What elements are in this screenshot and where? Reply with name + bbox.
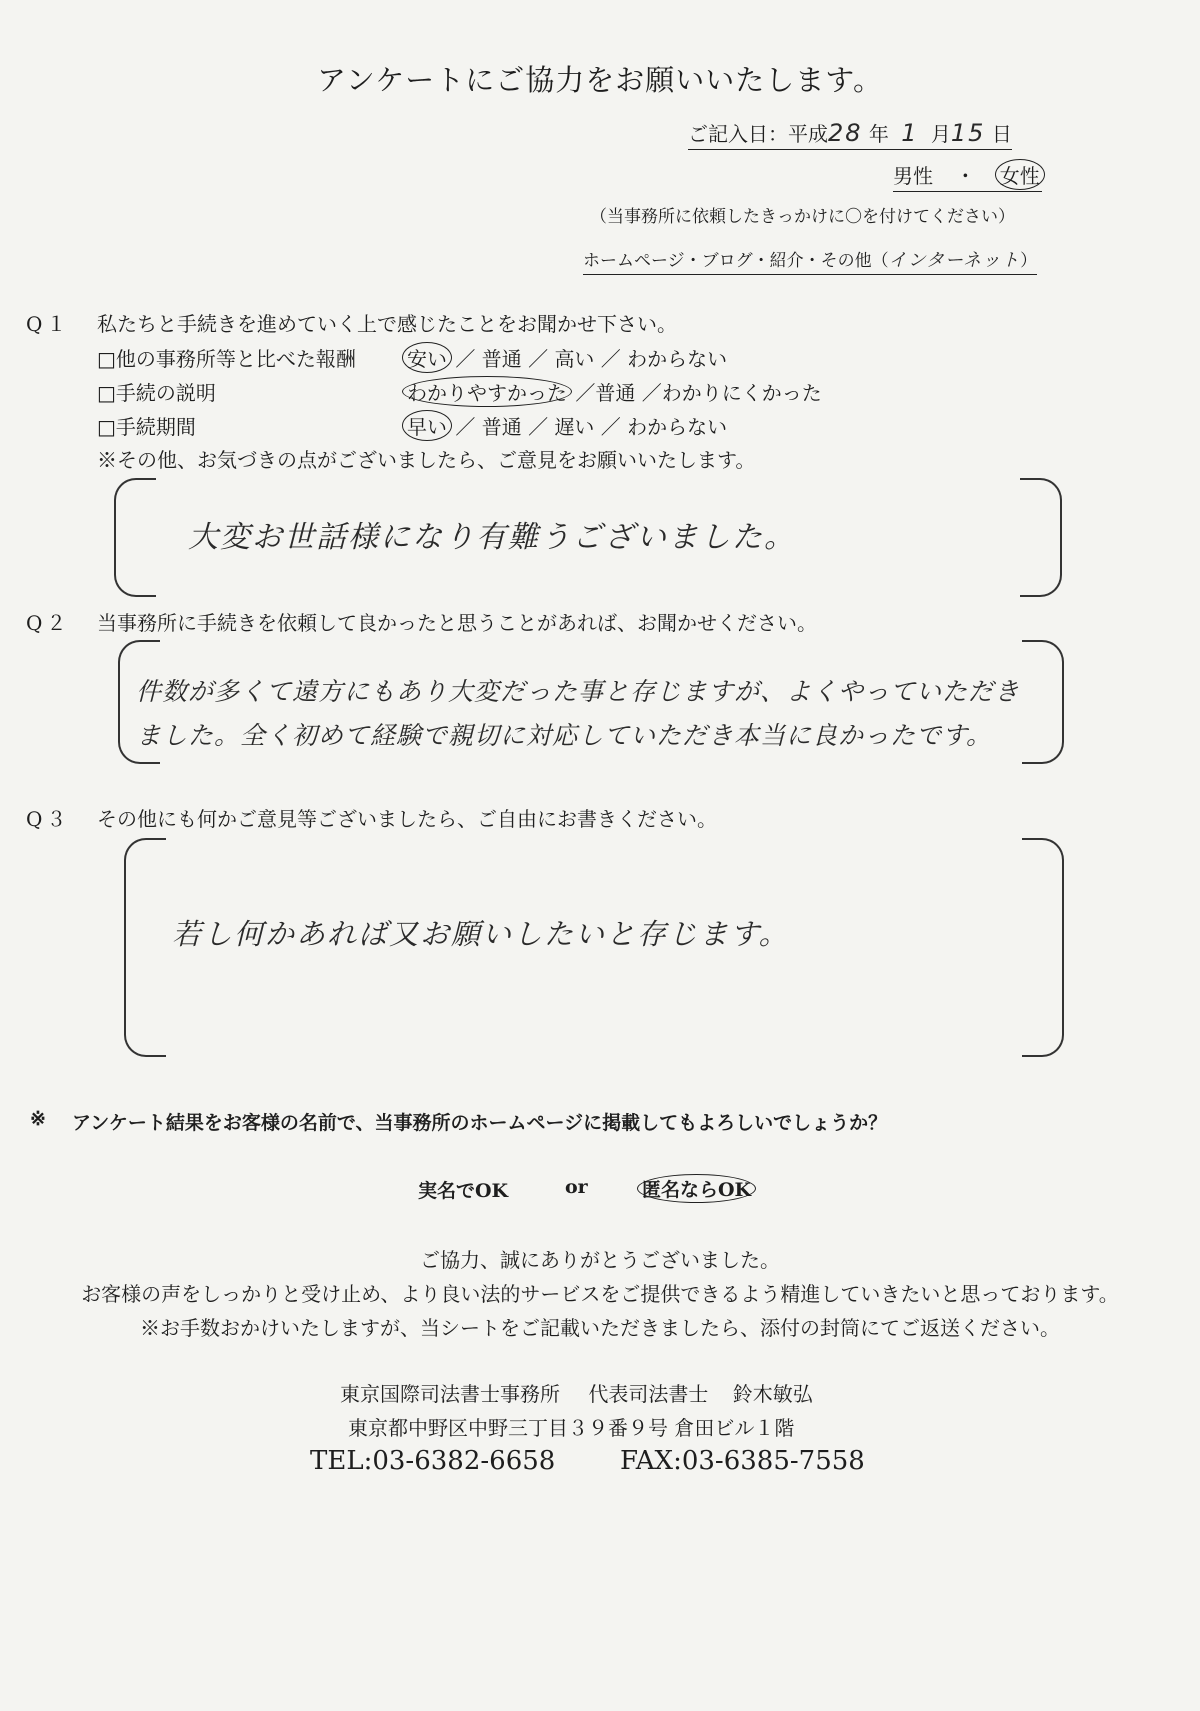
- fee-option-cheap-selected: 安い: [402, 342, 452, 373]
- gender-female-selected: 女性: [995, 159, 1045, 190]
- publish-mark: ※: [30, 1108, 46, 1130]
- q1-item-period-label: □手続期間: [97, 415, 196, 439]
- explanation-option-unclear: わかりにくかった: [661, 381, 822, 405]
- entry-day: 15: [950, 119, 986, 147]
- q2-number: Q２: [26, 611, 71, 635]
- closing-line3: ※お手数おかけいたしますが、当シートをご記載いただきましたら、添付の封筒にてご返送ください。: [140, 1316, 1060, 1340]
- q1-note: ※その他、お気づきの点がございましたら、ご意見をお願いいたします。: [97, 448, 756, 472]
- office-rep-title: 代表司法書士: [588, 1382, 709, 1406]
- entry-month-unit: 月: [930, 122, 951, 146]
- q1-answer-bracket-right: [1020, 478, 1062, 597]
- gender-male: 男性: [893, 164, 933, 188]
- explanation-option-clear-selected: わかりやすかった: [402, 376, 572, 407]
- office-rep-name: 鈴木敏弘: [732, 1382, 813, 1406]
- q3-answer-bracket-right: [1022, 838, 1064, 1057]
- publish-option-real: 実名でOK: [418, 1180, 509, 1202]
- office-line: [340, 1378, 813, 1407]
- entry-day-unit: 日: [991, 122, 1012, 146]
- q1-text: 私たちと手続きを進めていく上で感じたことをお聞かせ下さい。: [97, 312, 677, 336]
- gender-row: [893, 160, 1042, 189]
- fee-option-high: 高い: [554, 347, 595, 371]
- period-option-fast-selected: 早い: [402, 410, 452, 441]
- trigger-other-value: インターネット: [888, 250, 1021, 271]
- entry-date-label: ご記入日：平成: [688, 122, 828, 146]
- explanation-option-normal: 普通: [595, 381, 636, 405]
- period-option-normal: 普通: [481, 415, 522, 439]
- entry-month: 1: [901, 119, 919, 147]
- q2-text: 当事務所に手続きを依頼して良かったと思うことがあれば、お聞かせください。: [97, 611, 817, 635]
- period-option-unknown: わからない: [627, 415, 728, 439]
- publish-question: アンケート結果をお客様の名前で、当事務所のホームページに掲載してもよろしいでしょうか？: [72, 1112, 888, 1134]
- fee-option-normal: 普通: [481, 347, 522, 371]
- q1-item-fee-label: □他の事務所等と比べた報酬: [97, 347, 356, 371]
- q2-answer-line1: 件数が多くて遠方にもあり大変だった事と存じますが、よくやっていただき: [136, 677, 1021, 706]
- q1-answer: 大変お世話様になり有難うございました。: [188, 520, 796, 555]
- trigger-options: [583, 246, 1037, 272]
- trigger-close: ）: [1020, 251, 1038, 271]
- publish-option-anon-text: 匿名ならOK: [637, 1174, 756, 1203]
- gender-separator: ・: [955, 164, 976, 188]
- trigger-instruction: （当事務所に依頼したきっかけに〇を付けてください）: [590, 207, 1015, 227]
- publish-option-anon-selected: [640, 1176, 753, 1201]
- q3-answer: 若し何かあれば又お願いしたいと存じます。: [172, 917, 790, 951]
- q1-item-period-options: 早い ／ 普通 ／ 遅い ／ わからない: [405, 411, 727, 440]
- closing-line2: お客様の声をしっかりと受け止め、より良い法的サービスをご提供できるよう精進していきたいと思っております。: [81, 1282, 1119, 1306]
- entry-date: [688, 118, 1012, 147]
- office-name: 東京国際司法書士事務所: [340, 1382, 560, 1406]
- q2-answer-line2: ました。全く初めて経験で親切に対応していただき本当に良かったです。: [136, 721, 993, 750]
- office-tel: TEL:03-6382-6658: [310, 1446, 556, 1476]
- entry-year-unit: 年: [868, 122, 889, 146]
- office-address: 東京都中野区中野三丁目３９番９号 倉田ビル１階: [348, 1416, 795, 1440]
- q3-text: その他にも何かご意見等ございましたら、ご自由にお書きください。: [97, 807, 717, 831]
- period-option-slow: 遅い: [554, 415, 595, 439]
- q1-answer-bracket-left: [114, 478, 156, 597]
- q1-number: Q１: [26, 312, 71, 336]
- trigger-options-text: ホームページ・ブログ・紹介・その他（: [583, 251, 889, 271]
- fee-option-unknown: わからない: [627, 347, 728, 371]
- q3-answer-bracket-left: [124, 838, 166, 1057]
- page-title: アンケートにご協力をお願いいたします。: [317, 63, 883, 97]
- office-fax: FAX:03-6385-7558: [620, 1446, 865, 1476]
- q1-item-explanation-label: □手続の説明: [97, 381, 216, 405]
- q1-item-fee-options: 安い ／ 普通 ／ 高い ／ わからない: [405, 343, 727, 372]
- q2-answer-bracket-right: [1022, 640, 1064, 764]
- closing-line1: ご協力、誠にありがとうございました。: [420, 1248, 780, 1272]
- entry-year: 28: [828, 119, 863, 147]
- publish-or: or: [565, 1176, 588, 1198]
- q1-item-explanation-options: わかりやすかった ／普通 ／わかりにくかった: [405, 377, 822, 406]
- q3-number: Q３: [26, 807, 71, 831]
